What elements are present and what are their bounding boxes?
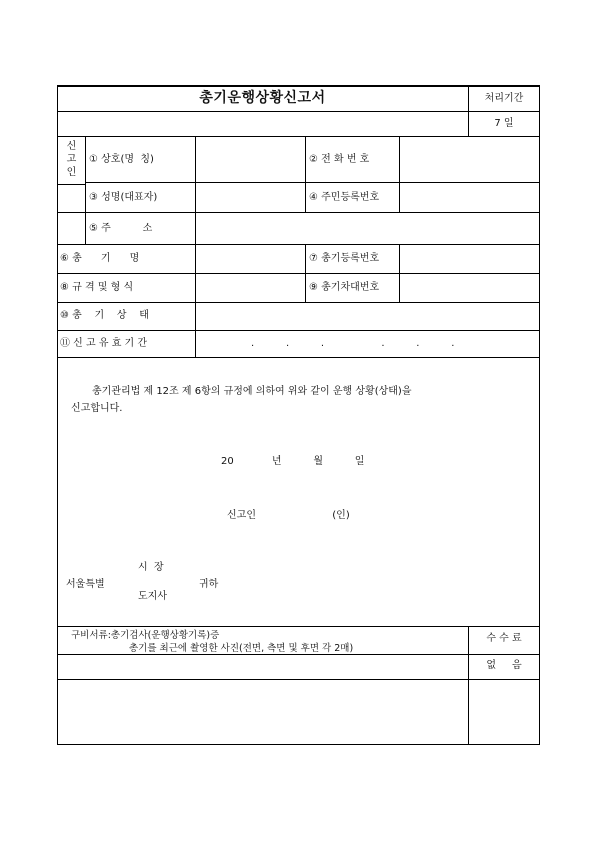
phone-label: ② 전 화 번 호 (309, 154, 370, 165)
address-label: ⑤ 주 소 (89, 223, 153, 234)
processing-period-value: 7 일 (494, 118, 514, 129)
recipient-city-prefix: 서울특별 (66, 579, 105, 590)
fee-label: 수 수 료 (486, 633, 522, 644)
processing-period-label: 처리기간 (484, 93, 524, 104)
applicant-char-3: 인 (66, 167, 77, 178)
statement-line-2: 신고합니다. (71, 403, 123, 414)
representative-label: ③ 성명(대표자) (89, 192, 158, 203)
fee-value: 없 음 (486, 660, 522, 671)
required-docs-line-1: 구비서류:총기검사(운행상황기록)증 (71, 630, 220, 641)
required-docs-line-2: 총기를 최근에 촬영한 사진(전면, 측면 및 후면 각 2매) (129, 643, 354, 654)
recipient-honorific: 귀하 (199, 579, 219, 590)
applicant-char-1: 신 (66, 141, 77, 152)
statement-line-1: 총기관리법 제 12조 제 6항의 규정에 의하여 위와 같이 운행 상황(상태)을 (92, 386, 412, 397)
footer-blank-row (58, 655, 468, 679)
firearm-status-field[interactable] (196, 303, 539, 330)
date-line[interactable]: 20 년 월 일 (221, 456, 365, 467)
recipient-mayor: 시 장 (138, 562, 164, 573)
address-field[interactable] (196, 213, 539, 244)
firearm-name-field[interactable] (196, 245, 305, 273)
signer-line[interactable]: 신고인 (인) (227, 510, 350, 521)
representative-field[interactable] (196, 183, 305, 212)
form-title: 총기운행상황신고서 (199, 90, 326, 106)
trade-name-field[interactable] (196, 137, 305, 182)
validity-period-field[interactable]: . . . . . . (251, 338, 455, 349)
validity-label: ⑪ 신 고 유 효 기 간 (60, 338, 148, 349)
trade-name-label: ① 상호(명 칭) (89, 154, 154, 165)
firearm-reg-no-label: ⑦ 총기등록번호 (309, 253, 380, 264)
applicant-char-2: 고 (66, 154, 77, 165)
footer-blank-area (58, 680, 468, 744)
firearm-name-label: ⑥ 총 기 명 (60, 253, 140, 264)
spec-label: ⑧ 규 격 및 형 식 (60, 282, 134, 293)
resident-no-field[interactable] (400, 183, 539, 212)
phone-field[interactable] (400, 137, 539, 182)
firearm-reg-no-field[interactable] (400, 245, 539, 273)
firearm-status-label: ⑩ 총 기 상 태 (60, 310, 149, 321)
applicant-group-label (58, 142, 85, 178)
spec-field[interactable] (196, 274, 305, 302)
recipient-governor: 도지사 (138, 591, 167, 602)
resident-no-label: ④ 주민등록번호 (309, 192, 380, 203)
lending-no-label: ⑨ 총기차대번호 (309, 282, 380, 293)
lending-no-field[interactable] (400, 274, 539, 302)
